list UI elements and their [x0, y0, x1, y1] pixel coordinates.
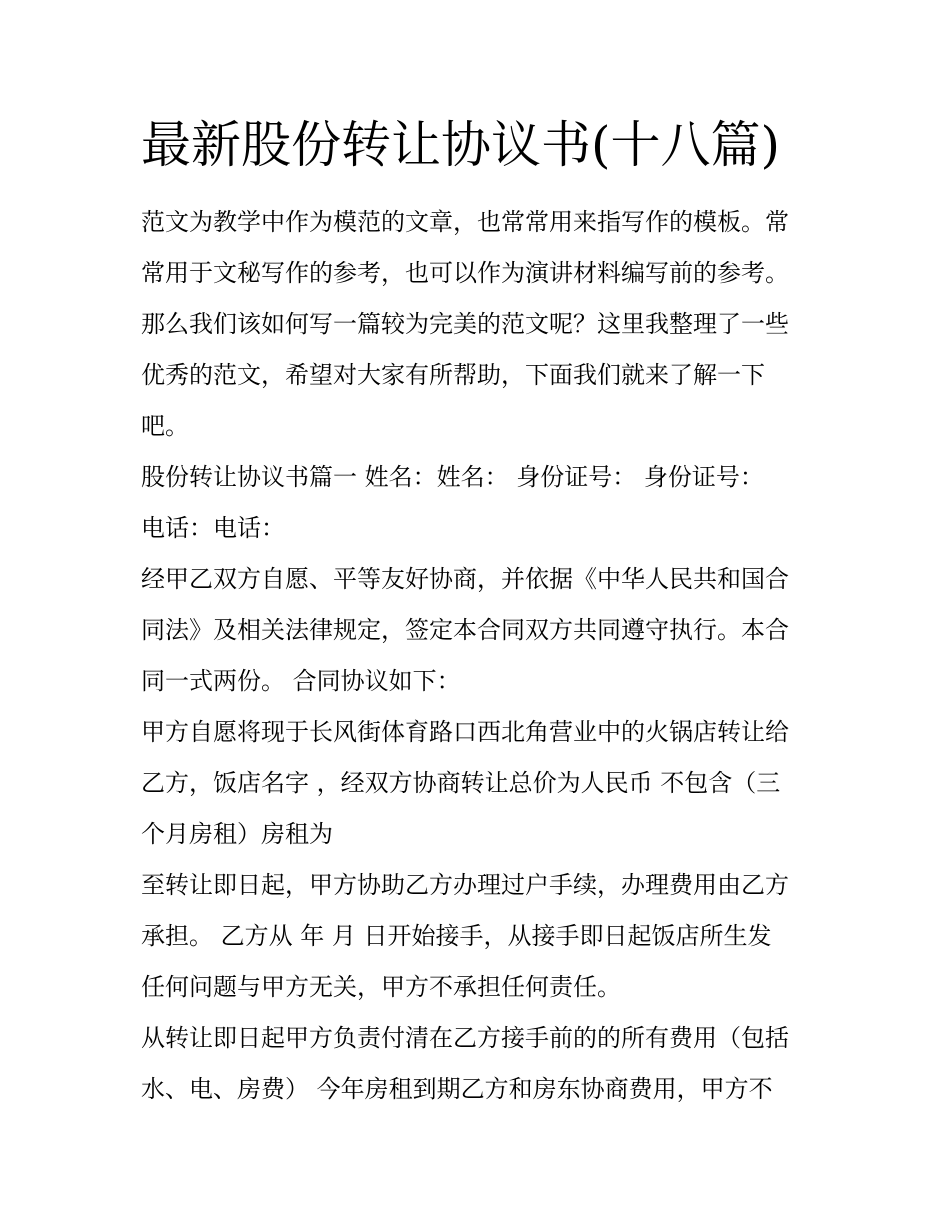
body-line: 吧。 [141, 412, 189, 440]
body-line: 同法》及相关法律规定，签定本合同双方共同遵守执行。本合 [141, 616, 789, 644]
body-line: 从转让即日起甲方负责付清在乙方接手前的的所有费用（包括 [141, 1024, 789, 1052]
body-line: 优秀的范文，希望对大家有所帮助，下面我们就来了解一下 [141, 361, 765, 389]
body-line: 乙方，饭店名字 ，经双方协商转让总价为人民币 不包含（三 [141, 769, 781, 797]
body-line: 电话：电话： [141, 514, 285, 542]
body-line: 承担。 乙方从 年 月 日开始接手，从接手即日起饭店所生发 [141, 922, 772, 950]
document-title: 最新股份转让协议书(十八篇) [141, 116, 781, 174]
body-line: 水、电、房费） 今年房租到期乙方和房东协商费用，甲方不 [141, 1075, 773, 1103]
body-line: 同一式两份。 合同协议如下： [141, 667, 461, 695]
body-line: 甲方自愿将现于长风街体育路口西北角营业中的火锅店转让给 [141, 718, 789, 746]
body-line: 至转让即日起，甲方协助乙方办理过户手续，办理费用由乙方 [141, 871, 789, 899]
body-line: 经甲乙双方自愿、平等友好协商，并依据《中华人民共和国合 [141, 565, 789, 593]
body-line: 常用于文秘写作的参考，也可以作为演讲材料编写前的参考。 [141, 259, 789, 287]
body-line: 股份转让协议书篇一 姓名：姓名： 身份证号： 身份证号： [141, 463, 764, 491]
body-line: 那么我们该如何写一篇较为完美的范文呢？这里我整理了一些 [141, 310, 789, 338]
body-line: 范文为教学中作为模范的文章，也常常用来指写作的模板。常 [141, 208, 789, 236]
body-line: 个月房租）房租为 [141, 820, 333, 848]
body-line: 任何问题与甲方无关，甲方不承担任何责任。 [141, 973, 621, 1001]
